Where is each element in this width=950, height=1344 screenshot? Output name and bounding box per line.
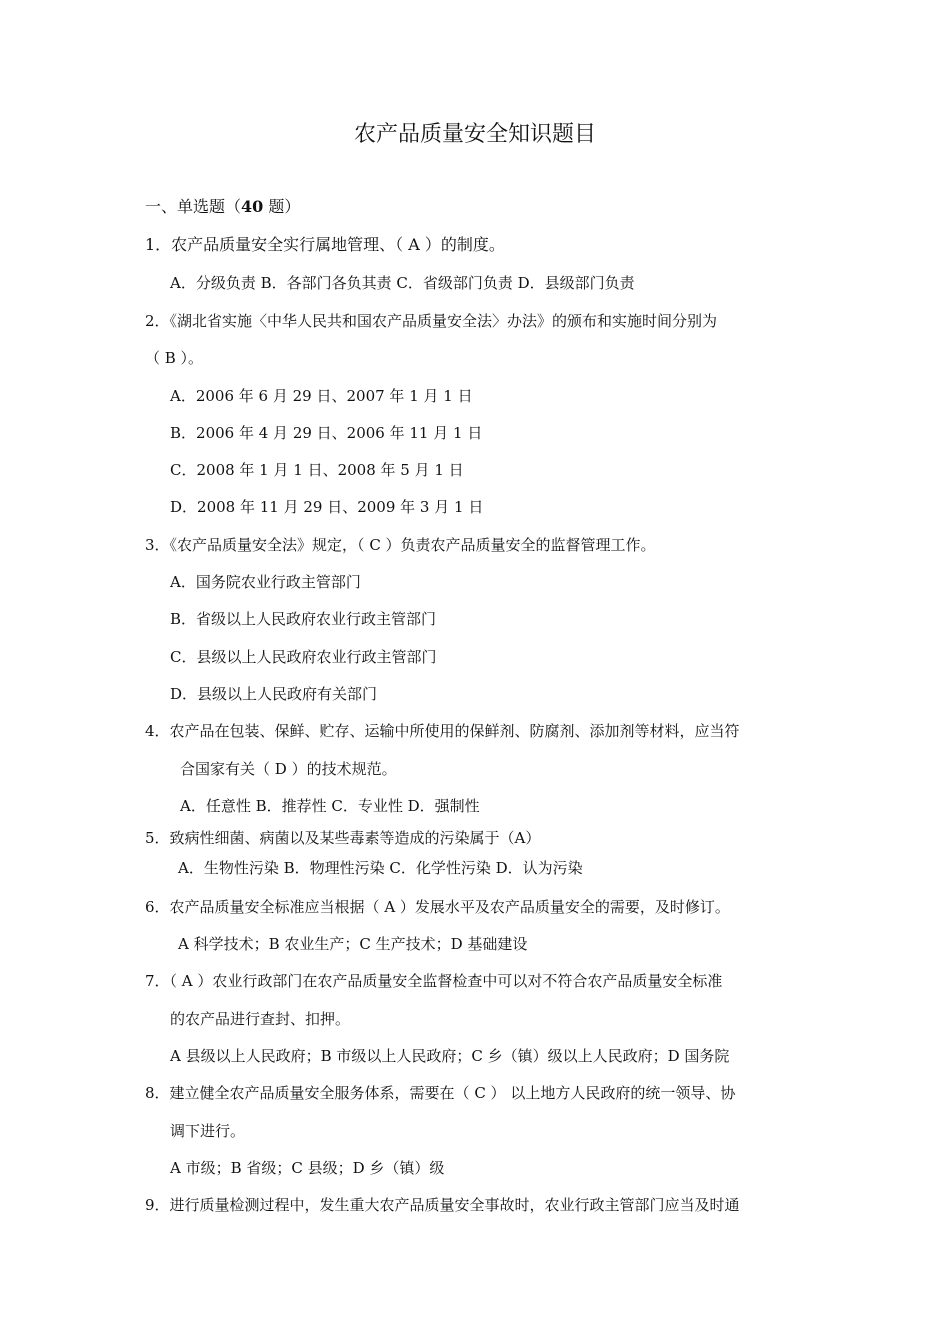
question-2-stem-cont: （ B ）。: [145, 349, 204, 367]
section-count: 40: [241, 197, 264, 216]
question-3-option-d: D．县级以上人民政府有关部门: [170, 685, 378, 703]
question-2-option-d: D．2008 年 11 月 29 日、2009 年 3 月 1 日: [170, 498, 484, 516]
question-4-options: A．任意性 B．推荐性 C．专业性 D．强制性: [180, 797, 480, 815]
page-title: 农产品质量安全知识题目: [353, 122, 596, 147]
question-2-option-a: A．2006 年 6 月 29 日、2007 年 1 月 1 日: [170, 387, 473, 405]
question-6-stem: 6．农产品质量安全标准应当根据（ A ）发展水平及农产品质量安全的需要，及时修订。: [145, 898, 730, 916]
question-2-option-c: C．2008 年 1 月 1 日、2008 年 5 月 1 日: [170, 461, 464, 479]
section-prefix: 一、单选题（: [145, 197, 242, 216]
question-3-option-b: B．省级以上人民政府农业行政主管部门: [170, 610, 437, 628]
question-4-stem-cont: 合国家有关（ D ）的技术规范。: [180, 760, 397, 778]
section-heading: [145, 197, 300, 217]
question-1-options: A．分级负责 B．各部门各负其责 C．省级部门负责 D．县级部门负责: [170, 274, 635, 292]
question-1-stem: 1．农产品质量安全实行属地管理、（ A ）的制度。: [145, 235, 505, 254]
question-8-stem: 8．建立健全农产品质量安全服务体系，需要在（ C ） 以上地方人民政府的统一领导、协: [145, 1084, 736, 1102]
question-5-options: A．生物性污染 B．物理性污染 C．化学性污染 D．认为污染: [178, 859, 583, 877]
question-3-option-c: C．县级以上人民政府农业行政主管部门: [170, 648, 437, 666]
question-5-stem: 5．致病性细菌、病菌以及某些毒素等造成的污染属于（A）: [145, 829, 541, 847]
question-8-stem-cont: 调下进行。: [170, 1122, 246, 1140]
question-8-options: A 市级；B 省级；C 县级；D 乡（镇）级: [170, 1159, 445, 1177]
question-9-stem: 9．进行质量检测过程中，发生重大农产品质量安全事故时，农业行政主管部门应当及时通: [145, 1196, 740, 1214]
section-suffix: 题）: [263, 197, 301, 216]
question-3-stem: 3．《农产品质量安全法》规定，（ C ）负责农产品质量安全的监督管理工作。: [145, 536, 656, 554]
question-7-options: A 县级以上人民政府；B 市级以上人民政府；C 乡（镇）级以上人民政府；D 国务院: [170, 1047, 730, 1065]
question-2-option-b: B．2006 年 4 月 29 日、2006 年 11 月 1 日: [170, 424, 483, 442]
question-7-stem-cont: 的农产品进行查封、扣押。: [170, 1010, 351, 1028]
question-6-options: A 科学技术；B 农业生产；C 生产技术；D 基础建设: [178, 935, 528, 953]
question-7-stem: 7．（ A ）农业行政部门在农产品质量安全监督检查中可以对不符合农产品质量安全标准: [145, 972, 723, 990]
question-4-stem: 4．农产品在包装、保鲜、贮存、运输中所使用的保鲜剂、防腐剂、添加剂等材料，应当符: [145, 722, 740, 740]
question-2-stem: 2．《湖北省实施〈中华人民共和国农产品质量安全法〉办法》的颁布和实施时间分别为: [145, 312, 718, 330]
question-3-option-a: A．国务院农业行政主管部门: [170, 573, 361, 591]
